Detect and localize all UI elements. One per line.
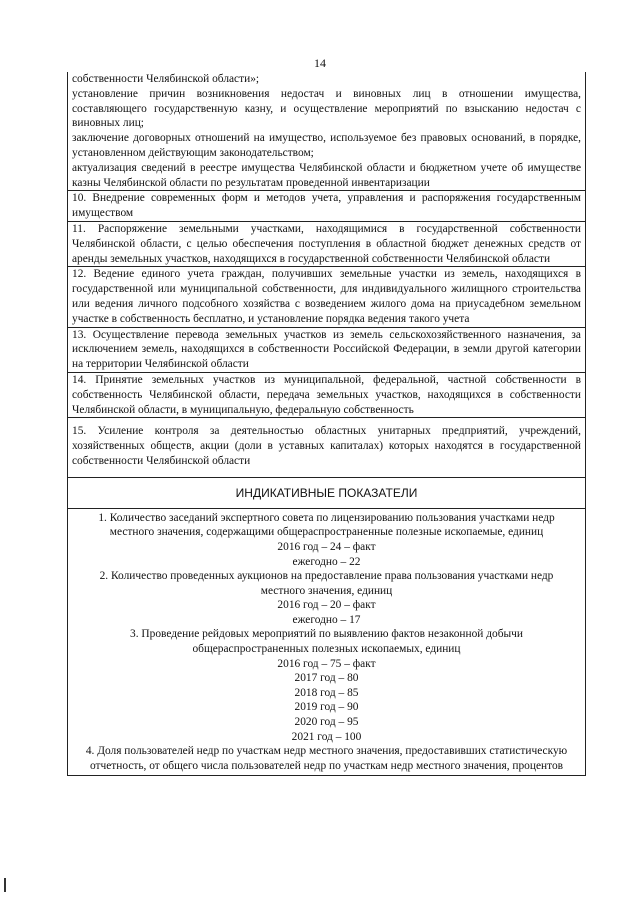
indicator-title: 4. Доля пользователей недр по участкам недр местного значения, предоставивших статистическую отчетность, от общего числа пользователей недр по участкам недр местного значения, процентов (85, 745, 568, 772)
task-item-11: 11. Распоряжение земельными участками, находящимися в государственной собственности Челябинской области, с целью обеспечения поступления в областной бюджет денежных средств от аренды земельных участков, находящихся в государственной собственности Челябинской области (68, 222, 585, 267)
measures-continuation (68, 72, 585, 191)
indicator-value: 2019 год – 90 (294, 701, 359, 714)
indicator-value: 2017 год – 80 (294, 672, 359, 685)
measure-line: собственности Челябинской области»; (72, 73, 260, 85)
indicator-value: 2021 год – 100 (291, 730, 362, 743)
indicator-title: 3. Проведение рейдовых мероприятий по выявлению фактов незаконной добычи общераспространенных полезных ископаемых, единиц (130, 628, 523, 656)
indicators-heading: ИНДИКАТИВНЫЕ ПОКАЗАТЕЛИ (68, 478, 585, 509)
indicator-value: ежегодно – 17 (292, 613, 361, 626)
task-item-14: 14. Принятие земельных участков из муниципальной, федеральной, частной собственности в собственность Челябинской области, передача земельных участков, находящихся в собственности Челябинской области, в муниципальную, федеральную собственность (68, 373, 585, 418)
indicator-value: 2016 год – 75 – факт (277, 657, 376, 670)
indicator-title: 2. Количество проведенных аукционов на предоставление права пользования участками недр местного значения, единиц (99, 570, 554, 597)
indicator-value: 2016 год – 20 – факт (277, 599, 376, 612)
task-item-15: 15. Усиление контроля за деятельностью областных унитарных предприятий, учреждений, хозяйственных обществ, акции (доли в уставных капиталах) которых находятся в государственной собственности Челябинской области (68, 418, 585, 477)
measure-line: актуализация сведений в реестре имущества Челябинской области и бюджетном учете об имуществе казны Челябинской области по результатам проведенной инвентаризации (72, 161, 581, 189)
indicator-value: 2018 год – 85 (294, 686, 359, 699)
task-item-12: 12. Ведение единого учета граждан, получивших земельные участки из земель, находящихся в государственной или муниципальной собственности, для индивидуального жилищного строительства или ведения личного подсобного хозяйства с возведением жилого дома на приусадебном земельном участке в собственность бесплатно, и установление порядка ведения такого учета (68, 267, 585, 327)
page-number: 14 (314, 56, 326, 70)
scan-edge-mark (4, 878, 6, 892)
indicator-value: 2016 год – 24 – факт (277, 540, 376, 553)
document-table (67, 72, 586, 776)
task-item-10: 10. Внедрение современных форм и методов учета, управления и распоряжения государственным имуществом (68, 191, 585, 222)
indicator-value: ежегодно – 22 (292, 555, 361, 568)
indicator-value: 2020 год – 95 (294, 716, 359, 729)
measure-line: установление причин возникновения недостач и виновных лиц в отношении имущества, составляющего государственную казну, и осуществление мероприятий по взысканию недостач с виновных лиц; (72, 87, 581, 130)
measure-line: заключение договорных отношений на имущество, используемое без правовых оснований, в порядке, установленном действующим законодательством; (72, 132, 581, 159)
indicator-title: 1. Количество заседаний экспертного совета по лицензированию пользования участками недр местного значения, содержащими общераспространенные полезные ископаемые, единиц (98, 511, 555, 539)
indicators-list (68, 509, 585, 777)
task-item-13: 13. Осуществление перевода земельных участков из земель сельскохозяйственного назначения, за исключением земель, находящихся в собственности Российской Федерации, в земли другой категории на территории Челябинской области (68, 328, 585, 373)
